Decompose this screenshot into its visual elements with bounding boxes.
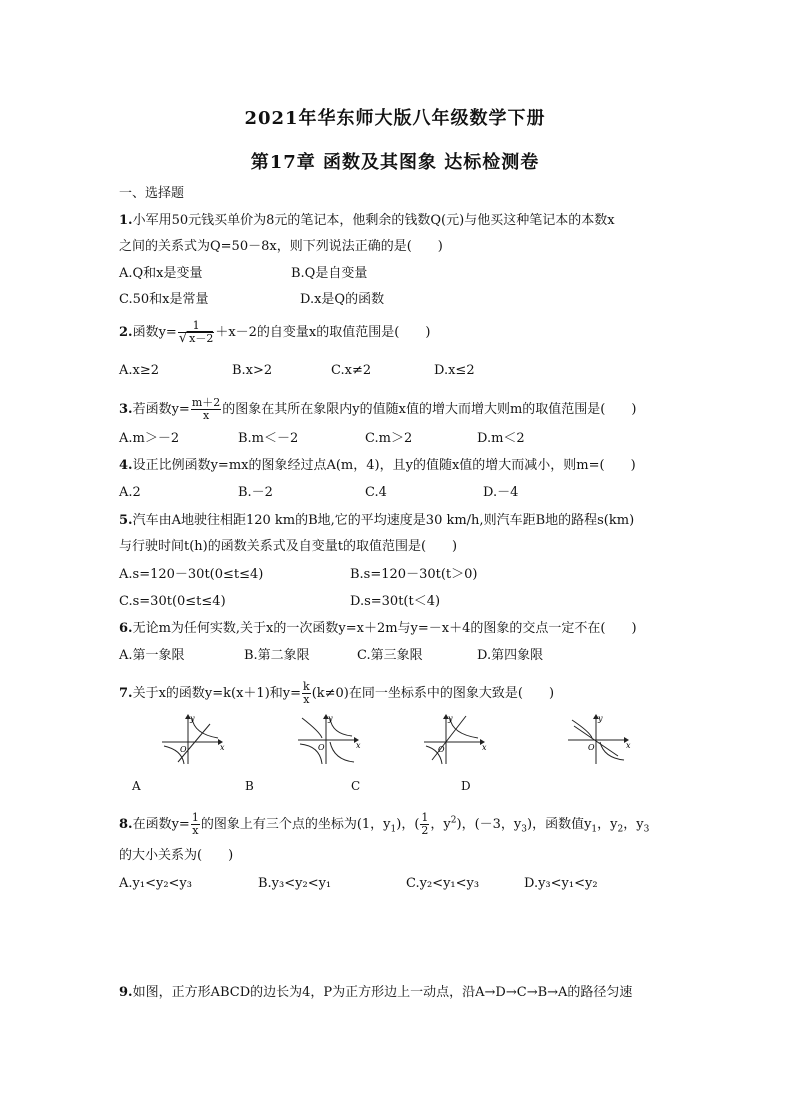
section-heading: 一、选择题: [119, 186, 185, 201]
question-number: 1.: [119, 213, 133, 228]
y-axis-label: y: [328, 714, 333, 723]
fraction-numerator: 1: [421, 811, 429, 824]
question-6: [119, 621, 637, 637]
option-a: A.第一象限: [119, 648, 185, 663]
fraction-denominator: x: [192, 824, 199, 837]
question-number: 9.: [119, 985, 133, 1000]
question-4: [119, 458, 636, 474]
option-c: C.s=30t(0≤t≤4): [119, 594, 226, 609]
fraction-numerator: 1: [178, 320, 215, 333]
x-axis-label: x: [220, 743, 225, 752]
question-number: 3.: [119, 402, 133, 417]
option-b: B.m＜－2: [238, 431, 299, 446]
option-a: A.y₁<y₂<y₃: [119, 876, 192, 891]
graph-a: [160, 712, 226, 766]
fraction: [302, 681, 311, 706]
option-d: D.－4: [483, 485, 519, 500]
graph-d: [566, 712, 632, 766]
fraction-numerator: m＋2: [191, 396, 221, 409]
question-text-pre: 在函数y=: [132, 817, 190, 832]
question-number: 5.: [119, 513, 133, 528]
option-c: C.4: [365, 485, 387, 500]
question-number: 2.: [119, 325, 133, 340]
question-text-pre: 关于x的函数y=k(x＋1)和y=: [132, 686, 302, 701]
option-c: C.m＞2: [365, 431, 413, 446]
option-a: A.x≥2: [119, 363, 160, 378]
x-axis-label: x: [482, 743, 487, 752]
fraction: [191, 812, 200, 837]
question-text: 小军用50元钱买单价为8元的笔记本，他剩余的钱数Q(元)与他买这种笔记本的本数x: [132, 213, 615, 228]
fraction-numerator: k: [303, 680, 310, 693]
question-3: [119, 397, 636, 422]
option-a: A.Q和x是变量: [119, 266, 203, 281]
question-5-line-1: [119, 513, 634, 529]
option-d: D.第四象限: [477, 648, 544, 663]
fraction-numerator: 1: [191, 811, 199, 824]
question-9: [119, 985, 632, 1001]
x-axis-label: x: [626, 741, 631, 750]
graph-label-c: C: [351, 779, 361, 793]
y-axis-label: y: [190, 714, 195, 723]
question-number: 4.: [119, 458, 133, 473]
option-d: D.x是Q的函数: [300, 292, 385, 307]
graph-label-b: B: [245, 779, 254, 793]
question-text-pre: 若函数y=: [132, 402, 190, 417]
fraction-denominator: x: [303, 693, 310, 706]
radicand: x－2: [189, 332, 214, 345]
question-text-post: 的图象在其所在象限内y的值随x值的增大而增大则m的取值范围是( ): [222, 402, 637, 417]
question-8-line-2: 的大小关系为( ): [119, 848, 234, 863]
x-axis-label: x: [356, 741, 361, 750]
option-b: B.－2: [238, 485, 273, 500]
radical-sign: √: [178, 331, 188, 346]
option-b: B.Q是自变量: [291, 266, 368, 281]
origin-label: O: [180, 745, 187, 754]
question-number: 7.: [119, 686, 133, 701]
question-text: 无论m为任何实数,关于x的一次函数y=x＋2m与y=－x＋4的图象的交点一定不在( ): [132, 621, 637, 636]
question-text: 汽车由A地驶往相距120 km的B地,它的平均速度是30 km/h,则汽车距B地的路程s(km): [132, 513, 635, 528]
option-c: C.第三象限: [357, 648, 423, 663]
fraction-denominator: 2: [421, 824, 429, 837]
fraction: [420, 812, 429, 837]
question-text: 设正比例函数y=mx的图象经过点A(m，4)，且y的值随x值的增大而减小，则m=( ): [132, 458, 636, 473]
question-text-pre: 函数y=: [132, 325, 177, 340]
question-8-line-1: 8.在函数y= $\frac{1}{x}$ 的图象上有三个点的坐标为(1，$y_1$)，( $\frac{1}{2}$ ，$y^2$)，(－3，$y_3$)，函数值$y_1$，$y_2$，$y_3$: [119, 811, 650, 837]
question-2: [119, 320, 430, 345]
document-title: 2021年华东师大版八年级数学下册: [244, 108, 546, 129]
question-1-line-1: [119, 213, 615, 229]
question-1-line-2: 之间的关系式为Q=50－8x，则下列说法正确的是( ): [119, 239, 443, 254]
origin-label: O: [438, 745, 445, 754]
y-axis-label: y: [448, 714, 453, 723]
graph-c: [422, 712, 488, 766]
y-axis-label: y: [598, 714, 603, 723]
fraction: [178, 320, 215, 345]
question-text-mid: 的图象上有三个点的坐标为(1，y: [200, 817, 391, 832]
graph-label-d: D: [461, 779, 471, 793]
option-b: B.x>2: [232, 363, 273, 378]
question-text-post: ＋x－2的自变量x的取值范围是( ): [215, 325, 431, 340]
option-d: D.y₃<y₁<y₂: [524, 876, 598, 891]
option-a: A.m＞－2: [119, 431, 180, 446]
option-b: B.第二象限: [244, 648, 310, 663]
question-text: 如图，正方形ABCD的边长为4，P为正方形边上一动点，沿A→D→C→B→A的路径匀速: [132, 985, 633, 1000]
fraction-denominator: [178, 333, 215, 345]
question-number: 8.: [119, 817, 133, 832]
fraction-denominator: x: [202, 409, 210, 422]
option-d: D.x≤2: [434, 363, 475, 378]
fraction: [191, 397, 221, 422]
option-b: B.s=120－30t(t＞0): [350, 567, 478, 582]
option-d: D.m＜2: [477, 431, 525, 446]
question-text-end: )，函数值y: [527, 817, 592, 832]
option-a: A.s=120－30t(0≤t≤4): [119, 567, 264, 582]
origin-label: O: [588, 743, 595, 752]
question-text-post: (k≠0)在同一坐标系中的图象大致是( ): [311, 686, 555, 701]
option-d: D.s=30t(t＜4): [350, 594, 441, 609]
question-text-p3: ，(－3，y: [461, 817, 522, 832]
graph-label-a: A: [132, 779, 141, 793]
question-5-line-2: 与行驶时间t(h)的函数关系式及自变量t的取值范围是( ): [119, 539, 458, 554]
option-c: C.50和x是常量: [119, 292, 209, 307]
option-a: A.2: [119, 485, 141, 500]
option-c: C.y₂<y₁<y₃: [406, 876, 480, 891]
question-7: [119, 681, 554, 706]
origin-label: O: [318, 743, 325, 752]
graph-b: [296, 712, 362, 766]
option-c: C.x≠2: [331, 363, 372, 378]
option-b: B.y₃<y₂<y₁: [258, 876, 332, 891]
question-number: 6.: [119, 621, 133, 636]
document-subtitle: 第17章 函数及其图象 达标检测卷: [250, 152, 540, 173]
